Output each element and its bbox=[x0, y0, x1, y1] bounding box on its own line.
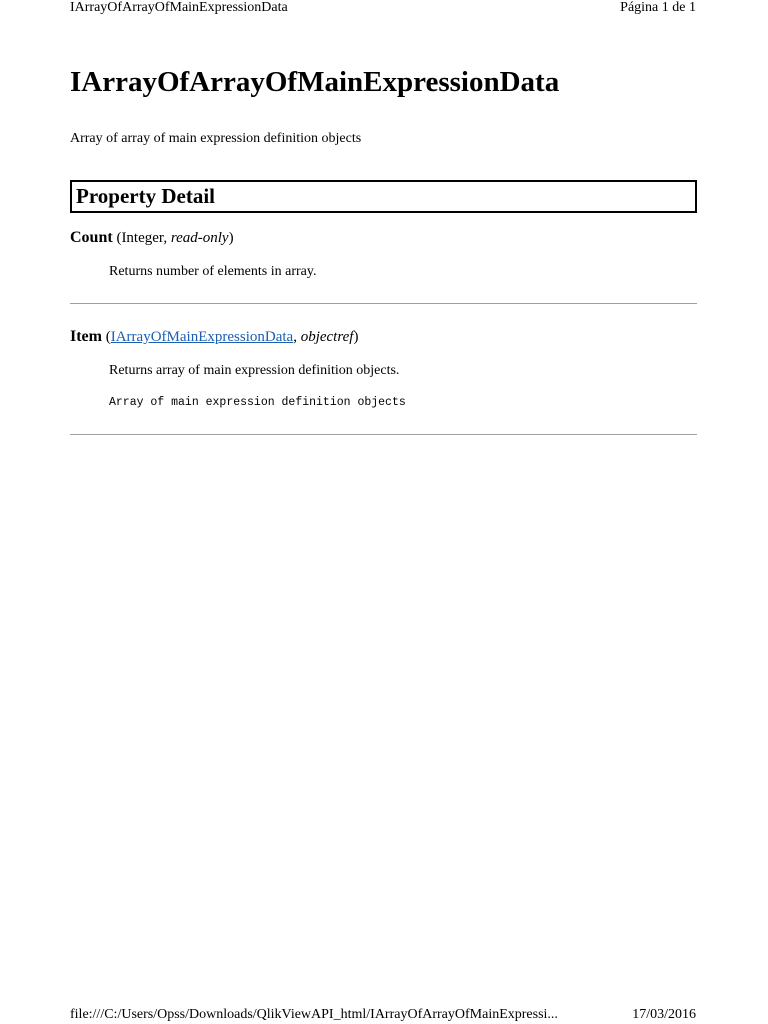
property-name: Item bbox=[70, 328, 102, 345]
separator: , bbox=[293, 329, 301, 345]
open-paren: ( bbox=[101, 329, 111, 345]
property-heading-item bbox=[70, 327, 358, 347]
property-description-item: Returns array of main expression definition objects. bbox=[109, 363, 400, 378]
close-paren: ) bbox=[228, 230, 234, 246]
property-code-sample: Array of main expression definition objects bbox=[109, 396, 406, 409]
section-heading-box bbox=[70, 180, 697, 213]
property-description-count: Returns number of elements in array. bbox=[109, 264, 317, 279]
property-heading-count bbox=[70, 228, 234, 248]
footer-date: 17/03/2016 bbox=[632, 1007, 696, 1022]
header-doc-title: IArrayOfArrayOfMainExpressionData bbox=[70, 0, 288, 15]
open-paren: ( bbox=[112, 230, 122, 246]
separator: , bbox=[163, 230, 171, 246]
page-subtitle: Array of array of main expression definition objects bbox=[70, 131, 362, 146]
close-paren: ) bbox=[353, 329, 359, 345]
page-header bbox=[70, 0, 696, 18]
divider bbox=[70, 434, 697, 435]
property-name: Count bbox=[70, 229, 113, 246]
property-type: Integer bbox=[121, 230, 164, 246]
divider bbox=[70, 303, 697, 304]
section-heading: Property Detail bbox=[76, 184, 215, 208]
page-footer bbox=[70, 1006, 696, 1024]
header-page-indicator: Página 1 de 1 bbox=[620, 0, 696, 15]
property-modifier: read-only bbox=[170, 230, 229, 246]
property-modifier: objectref bbox=[300, 329, 354, 345]
page-title: IArrayOfArrayOfMainExpressionData bbox=[70, 66, 560, 98]
footer-file-path: file:///C:/Users/Opss/Downloads/QlikViewAPI_html/IArrayOfArrayOfMainExpressi... bbox=[70, 1007, 558, 1022]
property-type-link[interactable]: IArrayOfMainExpressionData bbox=[110, 329, 294, 345]
